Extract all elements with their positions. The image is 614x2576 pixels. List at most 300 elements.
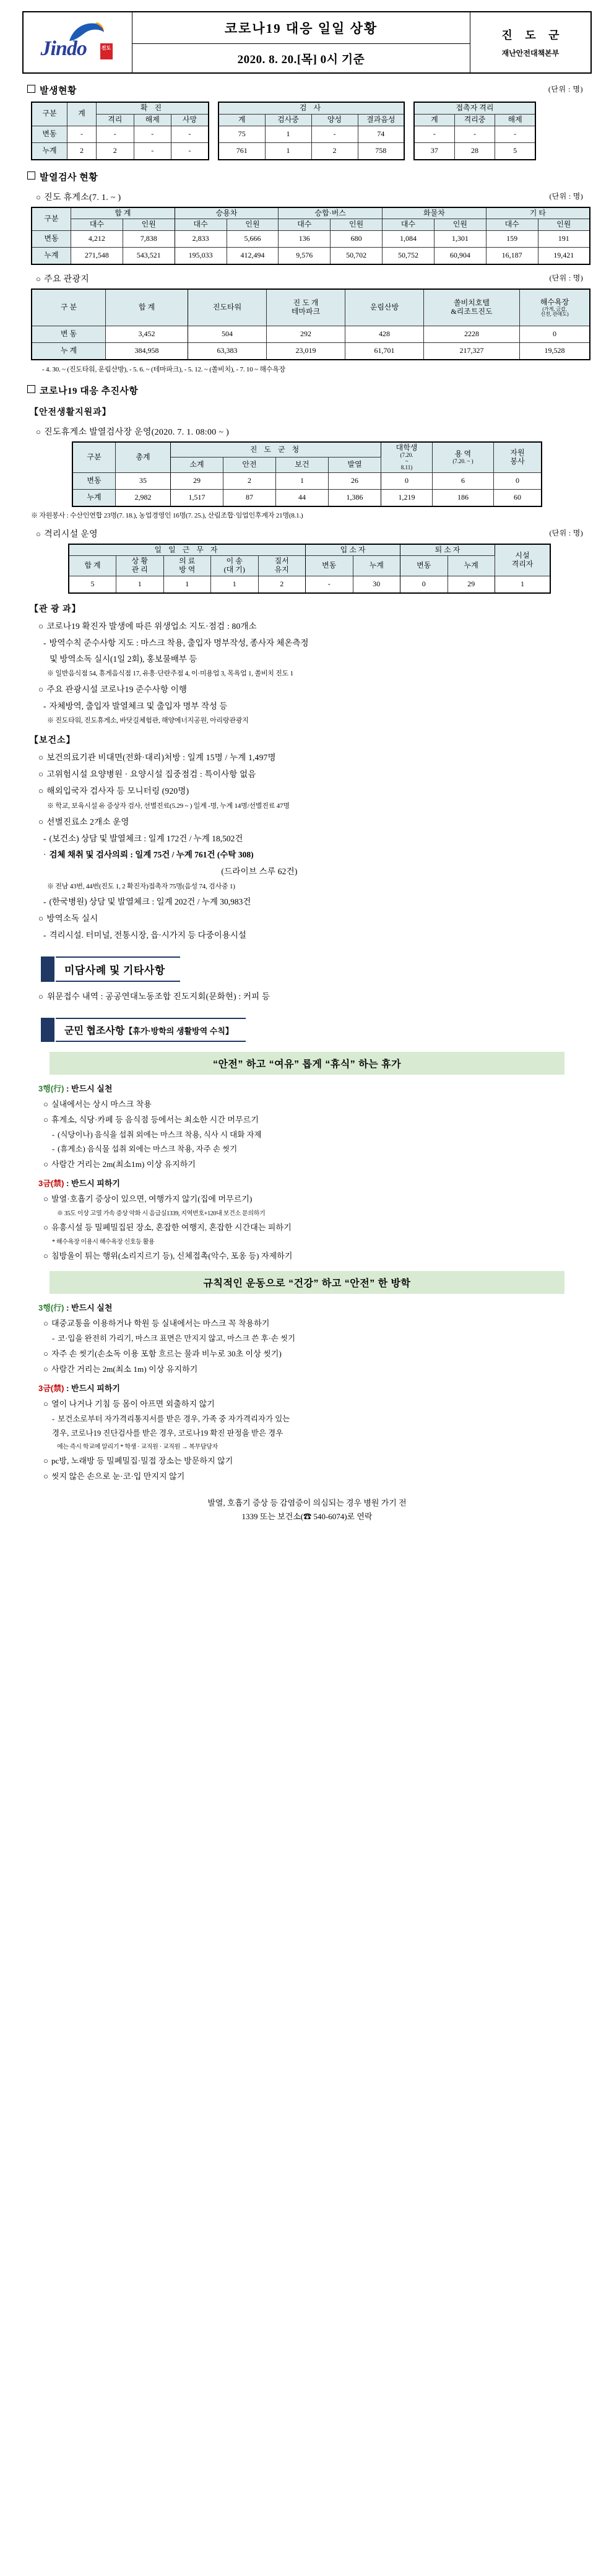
list-item-text: 보건소로부터 자가격리통지서를 받은 경우, 가족 중 자가격리자가 있는: [58, 1415, 290, 1424]
circle-bullet-icon: ○: [43, 1160, 48, 1169]
cell: 191: [538, 231, 590, 248]
list-item-text: pc방, 노래방 등 밀폐밀집·밀접 장소는 방문하지 않기: [51, 1456, 233, 1466]
table-row: [32, 248, 590, 265]
th-jindo-tower: [188, 289, 267, 326]
banner-bar-icon: [41, 1018, 54, 1042]
list-item-text: (보건소) 상담 및 발열체크 : 일계 172건 / 누계 18,502건: [49, 834, 243, 844]
subsection-title: 격리시설 운영: [44, 529, 98, 539]
unit-label: (단위 : 명): [549, 274, 583, 283]
th-text: 진 도 개 테마파크: [291, 298, 321, 316]
list-item-text: 사람간 거리는 2m(최소 1m) 이상 유지하기: [51, 1364, 198, 1374]
cell: 5: [495, 142, 535, 160]
unit-label: (단위 : 명): [549, 191, 583, 201]
th-text: 용 역: [454, 449, 472, 459]
list-item: [43, 1221, 592, 1233]
subsection-heading-feverstation: [36, 425, 592, 438]
subsection-title: 주요 관광지: [44, 275, 90, 285]
list-item: [52, 1129, 592, 1140]
list-item-text: 해외입국자 검사자 등 모니터링 (920명): [46, 786, 189, 796]
section-title: 발생현황: [40, 86, 77, 96]
cell: 1: [495, 576, 551, 594]
section-heading-fever: [27, 170, 592, 183]
list-item: [52, 1332, 592, 1343]
cell: 1: [276, 472, 329, 489]
circle-bullet-icon: ○: [38, 753, 44, 763]
circle-bullet-icon: ○: [43, 1349, 48, 1359]
dash-bullet-icon: -: [43, 930, 46, 940]
square-bullet-icon: [27, 171, 35, 180]
section-title: 코로나19 대응 추진사항: [40, 386, 139, 397]
th-text: 진도타워: [212, 303, 242, 312]
th-fever: 발열: [329, 458, 381, 472]
th-total: 계: [67, 102, 97, 126]
th-note: (7.20. ~ 8.11): [400, 451, 413, 471]
circle-bullet-icon: ○: [38, 914, 44, 924]
cell: 136: [279, 231, 331, 248]
dot-bullet-icon: ·: [43, 850, 46, 860]
table-fever-station-staff: [72, 441, 542, 506]
th-test-negative: 결과음성: [358, 114, 404, 126]
th-sol-beach: [424, 289, 520, 326]
header-org-cell: [470, 12, 592, 73]
th-text: 쏠비치호텔 &리조트진도: [451, 298, 493, 316]
th-contact-released: 해제: [495, 114, 535, 126]
banner-text-wrap: [56, 1018, 246, 1042]
list-item: [43, 699, 592, 711]
cell: 29: [448, 576, 495, 594]
list-item-text: 선별진료소 2개소 운영: [46, 817, 129, 827]
rule-heading-do-2: [38, 1301, 592, 1313]
th-testing: 검 사: [218, 102, 404, 114]
th-county-office: 진 도 군 청: [171, 442, 381, 458]
cell: 9,576: [279, 248, 331, 265]
dept-health-center: 【보건소】: [30, 736, 76, 746]
list-item: [43, 1470, 592, 1481]
circle-bullet-icon: ○: [43, 1456, 48, 1466]
cell: -: [311, 126, 358, 142]
th-text: 구 분: [60, 303, 77, 312]
jindo-badge: [100, 43, 113, 59]
cell: 44: [276, 489, 329, 506]
report-date: 2020. 8. 20.[목] 0시 기준: [237, 53, 365, 66]
row-label-cumulative: 누계: [72, 489, 116, 506]
cell: 1: [265, 142, 311, 160]
th-medical-quarantine: [163, 556, 211, 576]
list-item: [43, 1347, 592, 1359]
cell: 271,548: [71, 248, 123, 265]
list-item: [52, 1236, 592, 1246]
cell: -: [134, 126, 171, 142]
jindo-logo-icon: [41, 21, 115, 64]
cell: 30: [353, 576, 400, 594]
cell: -: [67, 126, 97, 142]
th-transport: [211, 556, 259, 576]
th-text: 해수욕장: [540, 297, 569, 306]
list-item: [43, 895, 592, 907]
circle-bullet-icon: ○: [36, 529, 41, 539]
th-people: 인원: [538, 219, 590, 231]
cell: 543,521: [123, 248, 175, 265]
list-item-text: * 해수욕장 이용시 해수욕장 신호등 활용: [52, 1239, 155, 1246]
cell: -: [454, 126, 495, 142]
cell: 292: [267, 326, 345, 343]
th-note: (7.20. ~ ): [452, 458, 473, 464]
list-item: [38, 750, 592, 763]
th-contact-total: 계: [414, 114, 454, 126]
cell: 1: [211, 576, 259, 594]
cell: 428: [345, 326, 424, 343]
table-row: [218, 142, 404, 160]
unit-label: (단위 : 명): [549, 528, 583, 537]
list-item: [38, 619, 592, 631]
cell: 1: [116, 576, 164, 594]
cell: -: [414, 126, 454, 142]
list-item: [38, 815, 592, 827]
jindo-logo-cell: [23, 12, 132, 73]
rule-list-do-1: [22, 1098, 592, 1169]
cell: 2: [97, 142, 134, 160]
emergency-contact-notice: [41, 1496, 573, 1524]
cell: 60,904: [434, 248, 486, 265]
th-note: (가게, 금갑, 신전, 관매도): [540, 306, 569, 318]
cell: 16,187: [486, 248, 538, 265]
cell: 60: [494, 489, 542, 506]
row-label-cumulative: 누계: [32, 142, 67, 160]
th-subtotal: 소계: [171, 458, 223, 472]
th-count: 대수: [486, 219, 538, 231]
dash-bullet-icon: -: [43, 834, 46, 844]
cell: 26: [329, 472, 381, 489]
th-in-cumulative: 누계: [353, 556, 400, 576]
circle-bullet-icon: ○: [43, 1364, 48, 1374]
banner-title: 미담사례 및 기타사항: [64, 965, 165, 977]
th-text: 자원 봉사: [510, 448, 525, 466]
rule-label-rest: : 반드시 실천: [64, 1303, 113, 1313]
rule-label-do: 3행(行): [38, 1084, 64, 1094]
list-item-text: (휴게소) 음식물 섭취 외에는 마스크 착용, 자주 손 씻기: [58, 1145, 238, 1154]
list-item: [52, 1413, 592, 1424]
th-text: 의 료 방 역: [179, 557, 196, 575]
list-item-text: 코로나19 확진자 발생에 따른 위생업소 지도·점검 : 80개소: [46, 622, 257, 631]
banner-citizen-cooperation: [41, 1018, 592, 1042]
list-item-text: 발열·호흡기 증상이 있으면, 여행가지 않기(집에 머무르기): [51, 1194, 253, 1204]
list-item-text: ※ 학교, 보육시설 유 증상자 검사, 선별진료(5.29 ~ ) 일계 -명, 누계 14명/선별진료 47명: [47, 802, 290, 810]
th-people: 인원: [331, 219, 383, 231]
cell: 19,421: [538, 248, 590, 265]
circle-bullet-icon: ○: [38, 992, 44, 1002]
dept-safety-living: 【안전생활지원과】: [30, 408, 111, 418]
table-row: [69, 576, 550, 594]
circle-bullet-icon: ○: [43, 1472, 48, 1481]
list-item-text: 고위험시설 요양병원 · 요양시설 집중점검 : 특이사항 없음: [46, 770, 256, 779]
cell: 2228: [424, 326, 520, 343]
list-item: [43, 1249, 592, 1261]
dash-bullet-icon: -: [43, 638, 46, 648]
list-item-text: 경우, 코로나19 진단검사를 받은 경우, 코로나19 확진 판정을 받은 경우: [52, 1429, 283, 1438]
list-item-text: 격리시설. 터미널, 전통시장, 읍·시가지 등 다중이용시설: [49, 930, 246, 940]
th-admitted: 입 소 자: [306, 544, 400, 556]
list-item-text: 에는 즉시 학교에 알리기 * 학생 · 교직원 · 교직원 → 복무담당자: [57, 1444, 218, 1451]
cell: 6: [433, 472, 494, 489]
row-label-change: 변 동: [32, 326, 106, 343]
cell: 1,084: [383, 231, 435, 248]
list-item-text: 대중교통을 이용하거나 학원 등 실내에서는 마스크 꼭 착용하기: [51, 1319, 270, 1329]
dash-bullet-icon: -: [52, 1415, 55, 1424]
org-subname: 재난안전대책본부: [501, 49, 560, 58]
cell: 29: [171, 472, 223, 489]
list-item-text: (드라이브 스루 62건): [221, 867, 298, 877]
list-item: [43, 848, 592, 860]
banner-text-wrap: [56, 956, 180, 982]
rule-label-dont: 3금(禁): [38, 1384, 64, 1394]
th-confirmed-death: 사망: [171, 114, 209, 126]
cell: 186: [433, 489, 494, 506]
list-item: [43, 831, 592, 844]
cell: 1,301: [434, 231, 486, 248]
list-item-text: 보건의료기관 비대면(전화·대리)처방 : 일계 15명 / 누계 1,497명: [46, 753, 276, 763]
document-header: [22, 11, 592, 74]
th-people: 인원: [434, 219, 486, 231]
th-confirmed: 확 진: [97, 102, 209, 114]
table-row: [218, 126, 404, 142]
rule-label-rest: : 반드시 실천: [64, 1084, 113, 1094]
th-order-maintenance: [258, 556, 306, 576]
th-group-other: 기 타: [486, 207, 590, 219]
volunteer-footnote: ※ 자원봉사 : 수산인연합 23명(7. 18.), 농업경영인 16명(7. 25.), 산림조합·임업인후계자 21명(8.1.): [31, 511, 303, 519]
cell: 1: [265, 126, 311, 142]
th-test-pending: 검사중: [265, 114, 311, 126]
cell: 2: [258, 576, 306, 594]
th-gubun: 구분: [32, 207, 71, 231]
page-title: 코로나19 대응 일일 상황: [224, 21, 378, 36]
list-item: [43, 1454, 592, 1466]
rule-label-dont: 3금(禁): [38, 1179, 64, 1189]
list-item-text: 사람간 거리는 2m(최소1m) 이상 유지하기: [51, 1160, 196, 1169]
circle-bullet-icon: ○: [38, 817, 44, 827]
org-name: 진 도 군: [501, 29, 564, 41]
jindo-badge-text: 진도: [101, 45, 111, 51]
list-item: [43, 1192, 592, 1204]
cell: 74: [358, 126, 404, 142]
row-label-cumulative: 누계: [32, 248, 71, 265]
cell: 0: [381, 472, 433, 489]
list-item: [43, 928, 592, 940]
circle-bullet-icon: ○: [43, 1115, 48, 1125]
cell: 1,386: [329, 489, 381, 506]
banner-title-main: 군민 협조사항: [64, 1026, 125, 1037]
cell: -: [97, 126, 134, 142]
th-out-cumulative: 누계: [448, 556, 495, 576]
list-item: [38, 784, 592, 796]
th-people: 인원: [227, 219, 279, 231]
list-item-text: ※ 35도 이상 고열 가속 증상 악화 시 음급실1339, 지역번호+120내 보건소 문의하기: [57, 1210, 266, 1218]
cell: 23,019: [267, 343, 345, 360]
square-bullet-icon: [27, 385, 35, 393]
list-item: [47, 668, 592, 678]
table-row: [32, 142, 209, 160]
unit-label: (단위 : 명): [548, 85, 583, 93]
cell: 5,666: [227, 231, 279, 248]
list-item: [43, 1363, 592, 1374]
table-contact-isolation: [413, 102, 536, 160]
subsection-title: 진도휴게소 발열검사장 운영(2020. 7. 1. 08:00 ~ ): [44, 428, 230, 438]
th-theme-park: [267, 289, 345, 326]
cell: 19,528: [520, 343, 590, 360]
list-item-text: 열이 나거나 기침 등 몸이 아프면 외출하지 않기: [51, 1399, 215, 1409]
list-item-text: 검체 채취 및 검사의뢰 : 일계 75건 / 누계 761건 (수탁 308): [49, 850, 254, 860]
th-unrimsanbang: [345, 289, 424, 326]
list-item: [50, 652, 592, 664]
cell: 217,327: [424, 343, 520, 360]
subsection-title: 진도 휴게소(7. 1. ~ ): [44, 193, 121, 202]
list-item-text: 코·입을 완전히 가리기, 마스크 표면은 만지지 않고, 마스크 쓴 후·손 씻기: [58, 1334, 296, 1343]
list-item: [57, 1441, 592, 1451]
list-item: [52, 1427, 592, 1438]
table-confirmed: [31, 102, 209, 160]
row-label-change: 변동: [32, 231, 71, 248]
th-text: 운림산방: [370, 303, 399, 312]
list-item: [47, 800, 592, 810]
header-date-cell: [132, 44, 470, 74]
list-item-text: 방역수칙 준수사항 지도 : 마스크 착용, 출입자 명부작성, 종사자 체온측정: [49, 638, 309, 648]
cell: 0: [520, 326, 590, 343]
jindo-wordmark: Jindo: [40, 37, 87, 60]
banner-good-deeds: [41, 956, 592, 982]
good-deed-text: 위문접수 내역 : 공공연대노동조합 진도지회(문화현) : 커피 등: [47, 992, 270, 1002]
table-row: [72, 472, 542, 489]
circle-bullet-icon: ○: [36, 192, 41, 202]
green-heading-school-break: 규칙적인 운동으로 “건강” 하고 “안전” 한 방학: [50, 1271, 564, 1294]
list-item-text: ※ 진도타워, 진도휴게소, 바닷길체험관, 해양에너지공원, 아리랑관광지: [47, 717, 249, 725]
rule-heading-dont-1: [38, 1177, 592, 1189]
green-heading-vacation: “안전” 하고 “여유” 롭게 “휴식” 하는 휴가: [50, 1052, 564, 1075]
dash-bullet-icon: -: [43, 701, 46, 711]
cell: 63,383: [188, 343, 267, 360]
row-label-cumulative: 누 계: [32, 343, 106, 360]
th-daily-workers: 일 일 근 무 자: [69, 544, 306, 556]
th-count: 대수: [383, 219, 435, 231]
cell: 87: [223, 489, 276, 506]
th-volunteer: [494, 442, 542, 472]
list-item-text: (한국병원) 상담 및 발열체크 : 일계 202건 / 누계 30,983건: [49, 897, 251, 907]
banner-bar-icon: [41, 956, 54, 982]
th-people: 인원: [123, 219, 175, 231]
th-situation-mgmt: [116, 556, 164, 576]
th-gubun: [32, 289, 106, 326]
th-beach: [520, 289, 590, 326]
list-item: [43, 1317, 592, 1329]
table-row: [414, 126, 535, 142]
cell: 2: [223, 472, 276, 489]
list-item: [38, 767, 592, 779]
th-group-truck: 화물차: [383, 207, 486, 219]
table-row: [414, 142, 535, 160]
circle-bullet-icon: ○: [43, 1223, 48, 1233]
list-item-text: ※ 전남 43번, 44번(진도 1, 2 확진자)접촉자 75명(음성 74, 검사중 1): [47, 883, 235, 891]
cell: 680: [331, 231, 383, 248]
cell: 1,517: [171, 489, 223, 506]
th-safety: 안전: [223, 458, 276, 472]
header-title-cell: [132, 12, 470, 44]
cell: -: [171, 126, 209, 142]
table-row: [32, 326, 590, 343]
cell: -: [306, 576, 353, 594]
cell: 50,752: [383, 248, 435, 265]
th-service: [433, 442, 494, 472]
list-item: [43, 1397, 592, 1409]
cell: -: [495, 126, 535, 142]
subsection-heading-reststop: [36, 191, 592, 203]
subsection-heading-isolation-facility: [36, 527, 592, 540]
rule-list-dont-1: [22, 1192, 592, 1261]
circle-bullet-icon: ○: [38, 622, 44, 631]
th-out-change: 변동: [400, 556, 448, 576]
list-item: [38, 911, 592, 924]
cell: 758: [358, 142, 404, 160]
circle-bullet-icon: ○: [38, 685, 44, 695]
list-item-text: (식당이나) 음식을 섭취 외에는 마스크 착용, 식사 시 대화 자제: [58, 1130, 262, 1140]
th-text: 질서 유지: [274, 557, 289, 575]
th-health: 보건: [276, 458, 329, 472]
th-contact: 접촉자 격리: [414, 102, 535, 114]
rule-list-do-2: [22, 1317, 592, 1374]
th-worker-total: [69, 556, 116, 576]
th-count: 대수: [71, 219, 123, 231]
cell: 384,958: [106, 343, 188, 360]
th-confirmed-released: 해제: [134, 114, 171, 126]
list-item: [43, 1158, 592, 1169]
table-tourist-sites: [31, 288, 590, 360]
dash-bullet-icon: -: [52, 1130, 55, 1140]
th-gubun: 구분: [32, 102, 67, 126]
circle-bullet-icon: ○: [38, 770, 44, 779]
rule-heading-do-1: [38, 1082, 592, 1094]
th-discharged: 퇴 소 자: [400, 544, 495, 556]
table-row: [72, 489, 542, 506]
dash-bullet-icon: -: [52, 1145, 55, 1154]
th-group-car: 승용차: [175, 207, 279, 219]
cell: 5: [69, 576, 116, 594]
th-test-total: 계: [218, 114, 265, 126]
cell: 50,702: [331, 248, 383, 265]
cell: 195,033: [175, 248, 227, 265]
square-bullet-icon: [27, 85, 35, 93]
section-heading-measures: [27, 384, 592, 397]
list-item: [43, 1113, 592, 1125]
emergency-line-1: 발열, 호흡기 증상 등 감염증이 의심되는 경우 병원 가기 전: [207, 1498, 407, 1508]
th-test-positive: 양성: [311, 114, 358, 126]
cell: 4,212: [71, 231, 123, 248]
row-label-change: 변동: [32, 126, 67, 142]
section-title: 발열검사 현황: [40, 172, 98, 183]
cell: 2: [67, 142, 97, 160]
list-item: [38, 864, 480, 877]
th-grand-total: 총계: [116, 442, 171, 472]
th-text: 합 계: [84, 561, 101, 570]
th-facility-isolated: [495, 544, 551, 576]
circle-bullet-icon: ○: [36, 427, 41, 437]
circle-bullet-icon: ○: [43, 1194, 48, 1204]
table-fever-check: [31, 207, 590, 266]
dept-tourism: 【관 광 과】: [30, 605, 81, 615]
table-testing: [218, 102, 405, 160]
cell: -: [171, 142, 209, 160]
circle-bullet-icon: ○: [43, 1399, 48, 1409]
list-item: [43, 1098, 592, 1109]
th-text: 대학생: [396, 443, 418, 453]
banner-title-sub: 【휴가·방학의 생활방역 수칙】: [124, 1026, 233, 1036]
dash-bullet-icon: -: [52, 1334, 55, 1343]
